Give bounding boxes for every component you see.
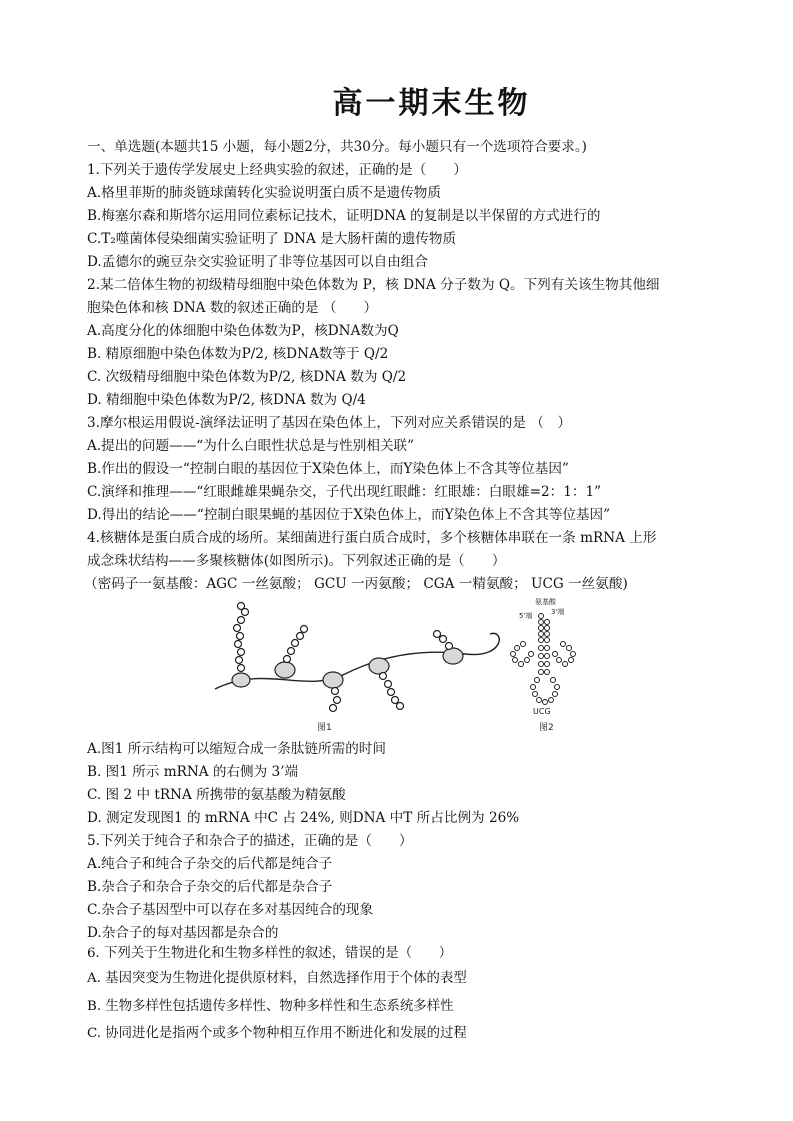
question-2-stem-line1: 2.某二倍体生物的初级精母细胞中染色体数为 P，核 DNA 分子数为 Q。下列有关该生物其他细 <box>87 277 660 293</box>
question-2-option-b: B. 精原细胞中染色体数为P/2, 核DNA数等于 Q/2 <box>87 346 389 362</box>
figure-1-polysome <box>215 603 499 734</box>
trna-anticodon: UCG <box>533 707 551 716</box>
question-4-stem-line2: 成念珠状结构——多聚核糖体(如图所示)。下列叙述正确的是（ ） <box>87 553 506 569</box>
question-2-option-c: C. 次级精母细胞中染色体数为P/2, 核DNA 数为 Q/2 <box>87 369 407 385</box>
trna-3-end-label: 3'端 <box>551 608 565 616</box>
question-5-option-b: B.杂合子和杂合子杂交的后代都是杂合子 <box>87 879 333 895</box>
question-4-option-b: B. 图1 所示 mRNA 的右侧为 3’端 <box>87 764 299 780</box>
question-2-option-a: A.高度分化的体细胞中染色体数为P，核DNA数为Q <box>87 323 399 339</box>
question-3-option-c: C.演绎和推理——“红眼雌雄果蝇杂交，子代出现红眼雌：红眼雄：白眼雄=2：1：1” <box>87 484 602 500</box>
question-1-option-b: B.梅塞尔森和斯塔尔运用同位素标记技术，证明DNA 的复制是以半保留的方式进行的 <box>87 208 601 224</box>
question-6-stem: 6. 下列关于生物进化和生物多样性的叙述，错误的是（ ） <box>87 946 453 961</box>
figure-2-trna <box>511 597 576 733</box>
question-1-option-c: C.T₂噬菌体侵染细菌实验证明了 DNA 是大肠杆菌的遗传物质 <box>87 231 457 247</box>
question-1-stem: 1.下列关于遗传学发展史上经典实验的叙述，正确的是（ ） <box>87 162 467 178</box>
section-heading: 一、单选题(本题共15 小题，每小题2分，共30分。每小题只有一个选项符合要求。) <box>87 139 587 155</box>
question-3-stem: 3.摩尔根运用假说-演绎法证明了基因在染色体上，下列对应关系错误的是 （ ） <box>87 415 572 431</box>
question-4-option-d: D. 测定发现图1 的 mRNA 中C 占 24%, 则DNA 中T 所占比例为 26% <box>87 810 520 826</box>
page-title: 高一期末生物 <box>332 86 531 121</box>
question-6-option-b: B. 生物多样性包括遗传多样性、物种多样性和生态系统多样性 <box>87 999 454 1014</box>
question-2-stem-line2: 胞染色体和核 DNA 数的叙述正确的是 （ ） <box>87 300 378 316</box>
question-5-option-a: A.纯合子和纯合子杂交的后代都是纯合子 <box>87 856 333 872</box>
question-4-codon-note: （密码子一氨基酸：AGC 一丝氨酸； GCU 一丙氨酸； CGA 一精氨酸； UCG 一丝氨酸) <box>84 576 628 592</box>
question-5-option-d: D.杂合子的每对基因都是杂合的 <box>87 925 279 941</box>
trna-5-end-label: 5'端 <box>519 612 533 620</box>
question-5-stem: 5.下列关于纯合子和杂合子的描述，正确的是（ ） <box>87 833 413 849</box>
polysome-trna-figure <box>205 594 615 734</box>
figure-1-label: 图1 <box>317 723 332 733</box>
question-4-stem-line1: 4.核糖体是蛋白质合成的场所。某细菌进行蛋白质合成时，多个核糖体串联在一条 mRNA 上形 <box>87 530 657 546</box>
question-3-option-a: A.提出的问题——“为什么白眼性状总是与性别相关联” <box>87 438 415 454</box>
figure-2-label: 图2 <box>539 723 554 733</box>
question-6-option-c: C. 协同进化是指两个或多个物种相互作用不断进化和发展的过程 <box>87 1026 467 1041</box>
question-4-option-a: A.图1 所示结构可以缩短合成一条肽链所需的时间 <box>87 741 386 757</box>
question-5-option-c: C.杂合子基因型中可以存在多对基因纯合的现象 <box>87 902 374 918</box>
question-2-option-d: D. 精细胞中染色体数为P/2, 核DNA 数为 Q/4 <box>87 392 366 408</box>
question-4-option-c: C. 图 2 中 tRNA 所携带的氨基酸为精氨酸 <box>87 787 346 803</box>
question-6-option-a: A. 基因突变为生物进化提供原材料，自然选择作用于个体的表型 <box>87 971 467 986</box>
question-3-option-b: B.作出的假设一“控制白眼的基因位于X染色体上，而Y染色体上不含其等位基因” <box>87 461 569 477</box>
question-1-option-d: D.孟德尔的豌豆杂交实验证明了非等位基因可以自由组合 <box>87 254 428 270</box>
question-3-option-d: D.得出的结论——“控制白眼果蝇的基因位于X染色体上，而Y染色体上不含其等位基因” <box>87 507 611 523</box>
trna-amino-acid-label: 氨基酸 <box>535 598 556 606</box>
question-1-option-a: A.格里菲斯的肺炎链球菌转化实验说明蛋白质不是遗传物质 <box>87 185 441 201</box>
